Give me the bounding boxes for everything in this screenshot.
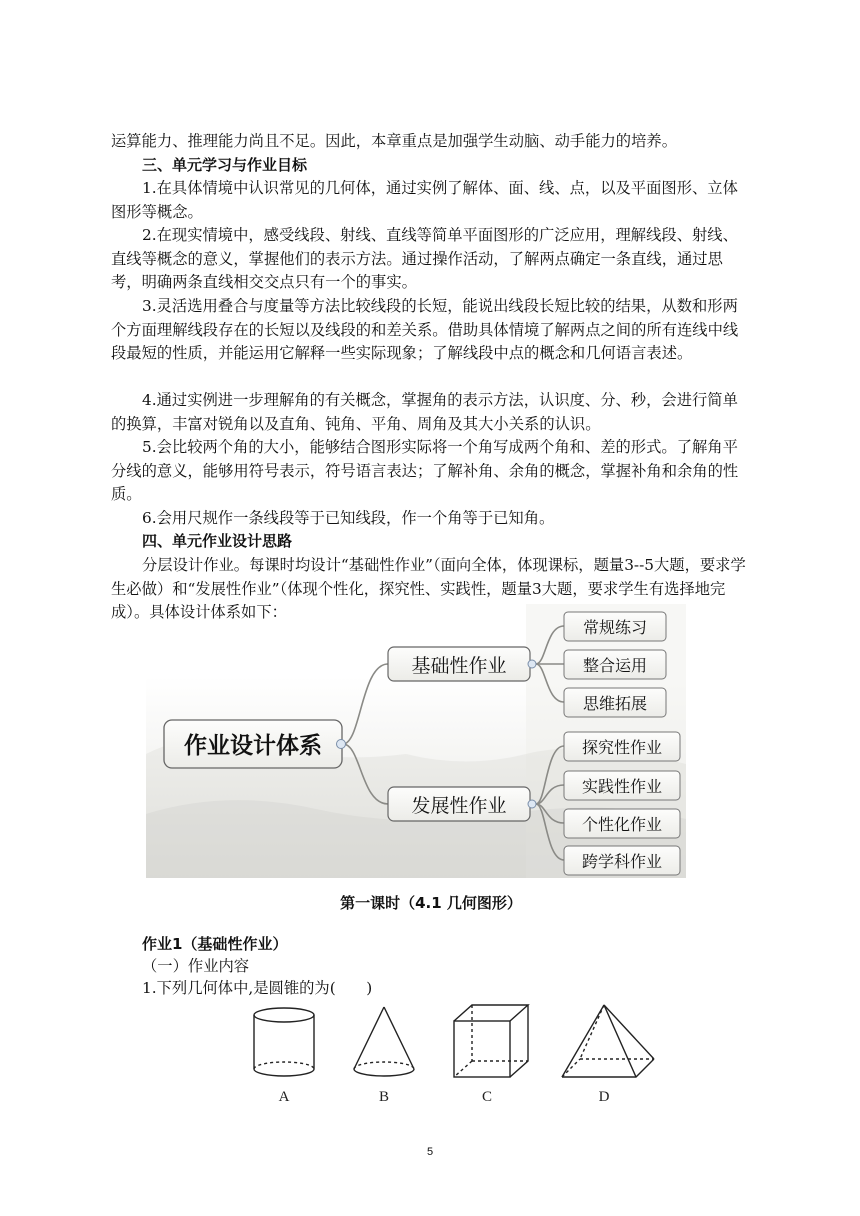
mind-map-leaf: 思维拓展 bbox=[582, 694, 648, 713]
paragraph: 2.在现实情境中，感受线段、射线、直线等简单平面图形的广泛应用，理解线段、射线、直线等概念的意义，掌握他们的表示方法。通过操作活动，了解两点确定一条直线，通过思考，明确两条直线相交交点只有一个的事实。 bbox=[111, 226, 738, 292]
mind-map-diagram bbox=[146, 604, 686, 878]
homework-title: 作业1（基础性作业） bbox=[142, 935, 288, 953]
cylinder-shape bbox=[254, 1008, 314, 1076]
mind-map-leaf: 实践性作业 bbox=[581, 777, 663, 796]
cone-shape bbox=[354, 1007, 414, 1076]
paragraph: 6.会用尺规作一条线段等于已知线段，作一个角等于已知角。 bbox=[142, 509, 555, 527]
section-heading: 四、单元作业设计思路 bbox=[142, 532, 293, 550]
mind-map-leaf: 常规练习 bbox=[582, 618, 648, 637]
question-text: 1.下列几何体中,是圆锥的为( ) bbox=[142, 979, 373, 997]
mind-map-leaf: 个性化作业 bbox=[581, 815, 663, 834]
mind-map-leaf: 整合运用 bbox=[582, 656, 648, 675]
option-label: D bbox=[598, 1089, 610, 1105]
option-label: A bbox=[278, 1089, 290, 1105]
mind-map-branch-label: 基础性作业 bbox=[411, 655, 507, 677]
paragraph: 5.会比较两个角的大小，能够结合图形实际将一个角写成两个角和、差的形式。了解角平分线的意义，能够用符号表示，符号语言表达；了解补角、余角的概念，掌握补角和余角的性质。 bbox=[111, 438, 739, 504]
mind-map-branch-development bbox=[388, 787, 536, 821]
mind-map-root-label: 作业设计体系 bbox=[184, 733, 322, 759]
option-label: B bbox=[378, 1089, 390, 1105]
paragraph: 4.通过实例进一步理解角的有关概念，掌握角的表示方法，认识度、分、秒，会进行简单的换算，丰富对锐角以及直角、钝角、平角、周角及其大小关系的认识。 bbox=[111, 391, 738, 433]
paragraph: 运算能力、推理能力尚且不足。因此，本章重点是加强学生动脑、动手能力的培养。 bbox=[111, 132, 677, 150]
paragraph: 3.灵活选用叠合与度量等方法比较线段的长短，能说出线段长短比较的结果，从数和形两个方面理解线段存在的长短以及线段的和差关系。借助具体情境了解两点之间的所有连线中线段最短的性质，并能运用它解释一些实际现象；了解线段中点的概念和几何语言表述。 bbox=[111, 297, 739, 363]
mind-map-leaves-basic bbox=[564, 612, 666, 717]
mind-map-branch-basic bbox=[388, 647, 536, 681]
mind-map-leaf: 探究性作业 bbox=[581, 738, 663, 757]
mind-map-root bbox=[164, 720, 346, 768]
geometric-solids-figure bbox=[244, 1003, 664, 1109]
section-heading: 三、单元学习与作业目标 bbox=[142, 156, 308, 174]
section-subtitle: （一）作业内容 bbox=[142, 957, 250, 975]
lesson-title: 第一课时（4.1 几何图形） bbox=[340, 894, 522, 912]
page-number: 5 bbox=[426, 1146, 434, 1158]
mind-map-branch-label: 发展性作业 bbox=[411, 795, 507, 817]
cube-shape bbox=[454, 1005, 528, 1077]
pyramid-shape bbox=[562, 1005, 654, 1077]
paragraph: 1.在具体情境中认识常见的几何体，通过实例了解体、面、线、点，以及平面图形、立体图形等概念。 bbox=[111, 179, 738, 221]
option-label: C bbox=[481, 1089, 493, 1105]
paragraph: 分层设计作业。每课时均设计“基础性作业”（面向全体，体现课标，题量3--5大题，要求学生必做）和“发展性作业”（体现个性化，探究性、实践性，题量3大题，要求学生有选择地完成）。具体设计体系如下： bbox=[111, 556, 746, 622]
mind-map-leaf: 跨学科作业 bbox=[581, 852, 663, 871]
